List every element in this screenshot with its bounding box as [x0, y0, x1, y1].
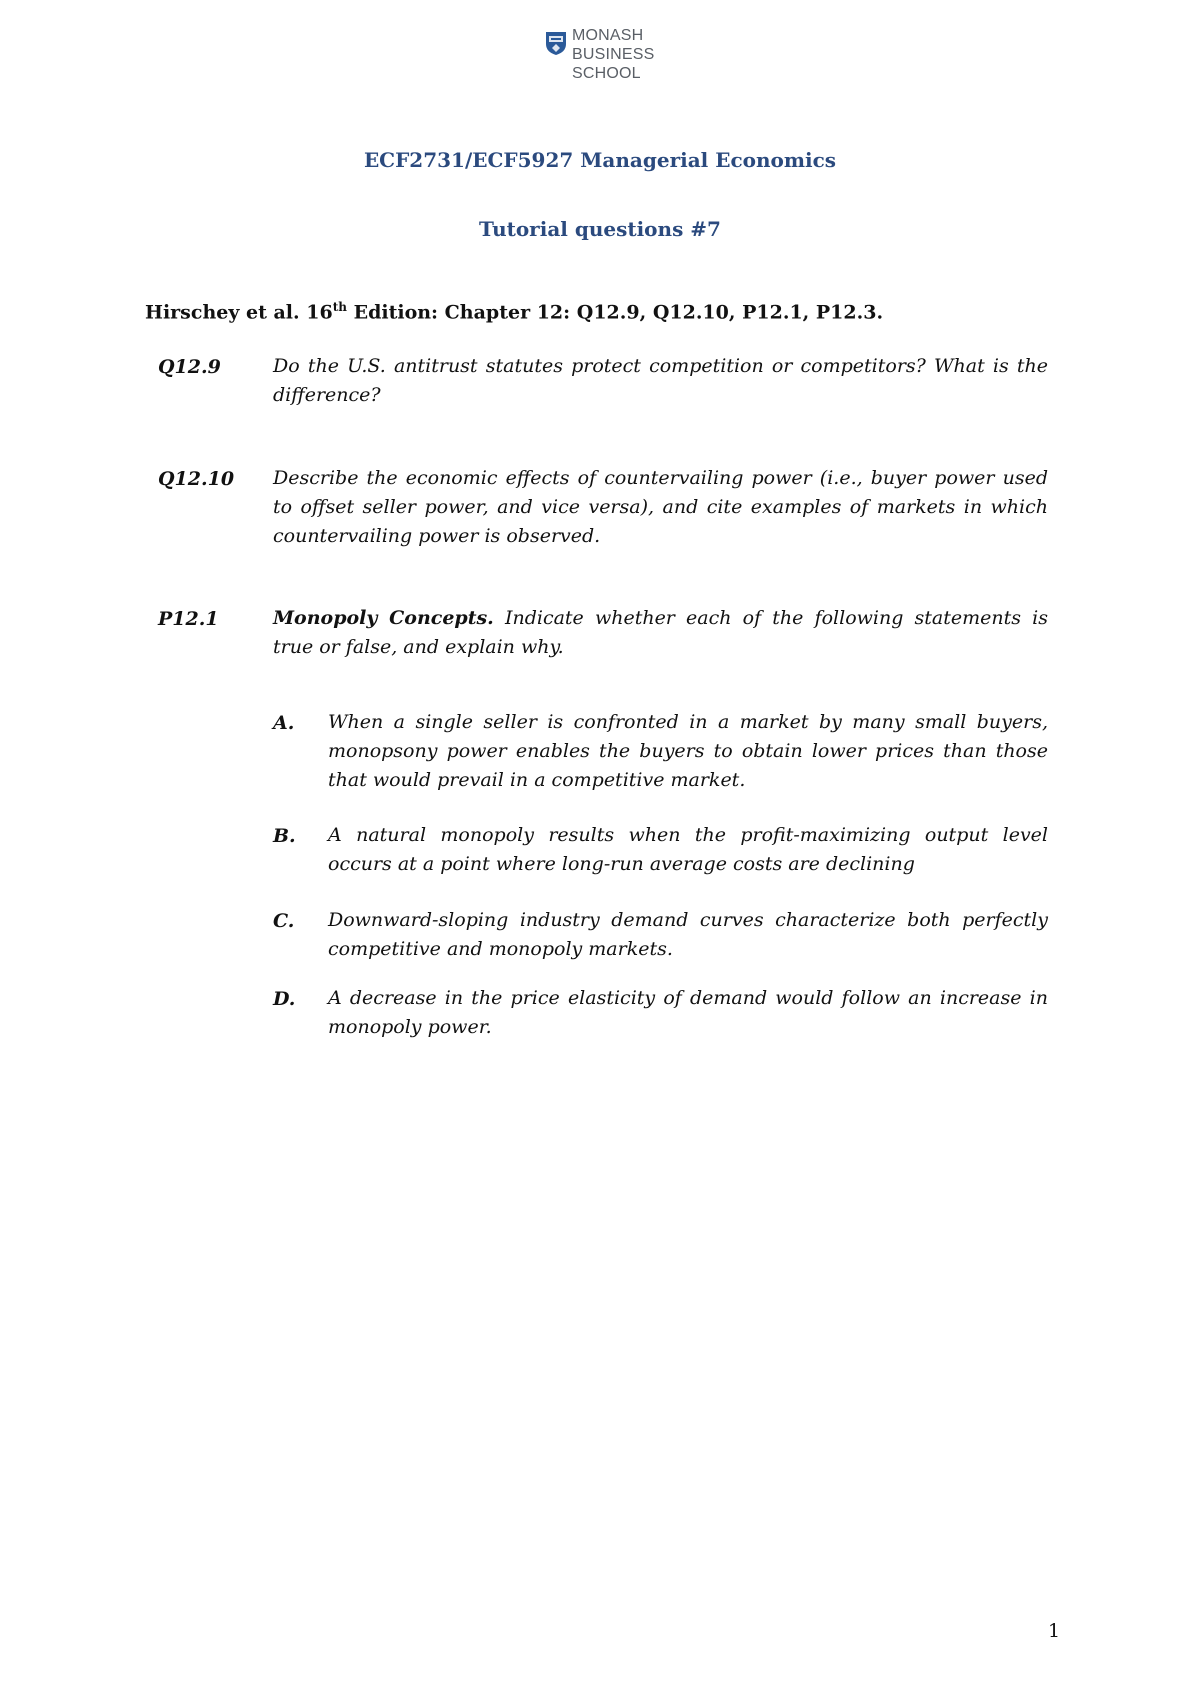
question-label-q12-10: Q12.10 — [158, 468, 235, 490]
reading-reference — [145, 300, 883, 323]
page-number: 1 — [1048, 1620, 1061, 1642]
logo-line-2: BUSINESS — [572, 46, 655, 63]
statement-label-a: A. — [273, 712, 295, 734]
statement-text-d: A decrease in the price elasticity of demand would follow an increase in monopoly power. — [328, 987, 1048, 1038]
question-label-q12-9: Q12.9 — [158, 356, 221, 378]
statement-text-a: When a single seller is confronted in a market by many small buyers, monopsony power enables the buyers to obtain lower prices than those that would prevail in a competitive market. — [328, 711, 1048, 791]
monash-crest-icon — [544, 30, 568, 56]
statement-label-d: D. — [273, 988, 296, 1010]
course-title: ECF2731/ECF5927 Managerial Economics — [363, 148, 837, 172]
reading-superscript: th — [332, 300, 347, 314]
question-label-p12-1: P12.1 — [158, 608, 219, 630]
statement-text-b: A natural monopoly results when the profit-maximizing output level occurs at a point where long-run average costs are declining — [328, 824, 1048, 875]
statement-text-c: Downward-sloping industry demand curves characterize both perfectly competitive and monopoly markets. — [328, 909, 1048, 960]
question-body-p12-1: Indicate whether each of the following statements is true or false, and explain why. — [273, 607, 1049, 658]
question-text-q12-9: Do the U.S. antitrust statutes protect competition or competitors? What is the difference? — [273, 355, 1048, 406]
statement-label-c: C. — [273, 910, 295, 932]
statement-label-b: B. — [273, 825, 296, 847]
logo-line-3: SCHOOL — [572, 65, 641, 82]
question-text-p12-1 — [273, 604, 1048, 662]
monash-business-school-logo — [544, 26, 655, 83]
question-text-q12-10: Describe the economic effects of countervailing power (i.e., buyer power used to offset seller power, and vice versa), and cite examples of markets in which countervailing power is observed. — [273, 467, 1048, 547]
question-title-p12-1: Monopoly Concepts. — [273, 607, 494, 629]
reading-prefix: Hirschey et al. 16 — [145, 301, 333, 324]
reading-suffix: Edition: Chapter 12: Q12.9, Q12.10, P12.1, P12.3. — [346, 301, 884, 324]
logo-line-1: MONASH — [572, 27, 644, 44]
tutorial-subtitle: Tutorial questions #7 — [479, 217, 721, 241]
